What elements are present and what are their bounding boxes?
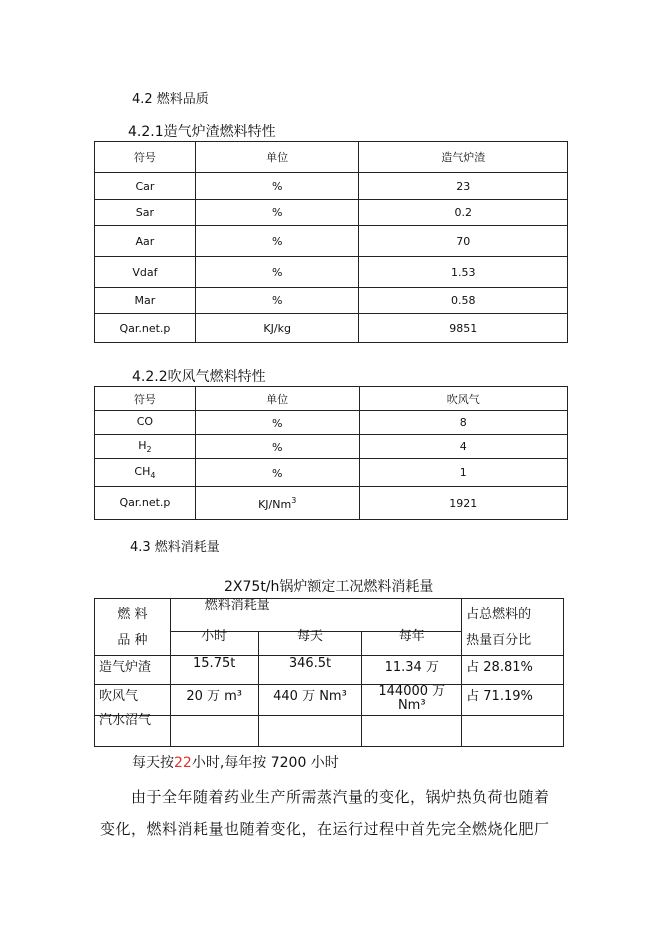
cell-symbol: Car	[95, 173, 196, 200]
table-header-row	[95, 387, 568, 411]
note-suffix: 小时,每年按 7200 小时	[191, 755, 339, 771]
header-consumption: 燃料消耗量	[170, 599, 461, 632]
cell-unit: %	[195, 435, 359, 459]
paragraph-line-1: 由于全年随着药业生产所需蒸汽量的变化，锅炉热负荷也随着	[131, 788, 550, 806]
blow-gas-table	[94, 386, 568, 520]
table-row	[95, 200, 568, 226]
cell-unit: %	[195, 411, 359, 435]
cell-percent	[462, 716, 564, 747]
cell-value: 9851	[359, 314, 568, 343]
cell-symbol: Mar	[95, 288, 196, 314]
cell-value: 1.53	[359, 257, 568, 288]
table-row	[95, 435, 568, 459]
cell-value: 0.2	[359, 200, 568, 226]
cell-symbol: $CH_4$	[95, 459, 196, 487]
consumption-table-title: 2X75t/h锅炉额定工况燃料消耗量	[224, 579, 434, 595]
table-row	[95, 459, 568, 487]
fuel-consumption-table	[94, 598, 564, 747]
table-row	[95, 656, 564, 685]
cell-unit: KJ/Nm$^3$	[195, 487, 359, 520]
cell-percent: 占 71.19%	[462, 685, 564, 716]
cell-hour: 15.75t	[170, 656, 258, 685]
header-slag: 造气炉渣	[359, 142, 568, 173]
cell-day	[258, 716, 362, 747]
table-header-row	[95, 599, 564, 632]
cell-fuel: 吹风气	[95, 685, 171, 716]
table-header-row	[95, 142, 568, 173]
header-heat-percent: 占总燃料的 热量百分比	[462, 599, 564, 656]
cell-unit: %	[195, 173, 359, 200]
cell-day: 346.5t	[258, 656, 362, 685]
header-fuel: 燃 料 品 种	[95, 599, 171, 656]
section-4-2-heading: 4.2 燃料品质	[132, 92, 209, 107]
cell-value: 23	[359, 173, 568, 200]
header-unit: 单位	[195, 387, 359, 411]
table-row	[95, 314, 568, 343]
cell-symbol: Aar	[95, 226, 196, 257]
cell-year	[362, 716, 462, 747]
cell-symbol: Vdaf	[95, 257, 196, 288]
cell-fuel: 造气炉渣	[95, 656, 171, 685]
cell-unit: %	[195, 226, 359, 257]
cell-unit: %	[195, 459, 359, 487]
cell-hour: 20 万 m³	[170, 685, 258, 716]
header-blow-gas: 吹风气	[359, 387, 568, 411]
section-4-3-heading: 4.3 燃料消耗量	[130, 540, 220, 555]
header-symbol: 符号	[95, 142, 196, 173]
cell-unit: %	[195, 257, 359, 288]
table-row	[95, 288, 568, 314]
table-row	[95, 685, 564, 716]
header-unit: 单位	[195, 142, 359, 173]
cell-day: 440 万 Nm³	[258, 685, 362, 716]
cell-symbol: Qar.net.p	[95, 314, 196, 343]
header-hour: 小时	[170, 632, 258, 656]
cell-year: 11.34 万	[362, 656, 462, 685]
table-row	[95, 173, 568, 200]
note-prefix: 每天按	[132, 755, 174, 771]
header-day: 每天	[258, 632, 362, 656]
section-4-2-1-heading: 4.2.1造气炉渣燃料特性	[128, 124, 276, 140]
cell-symbol: Qar.net.p	[95, 487, 196, 520]
operating-hours-note	[132, 752, 339, 772]
cell-value: 70	[359, 226, 568, 257]
section-4-2-2-heading: 4.2.2吹风气燃料特性	[132, 369, 266, 385]
table-row	[95, 716, 564, 747]
cell-value: 4	[359, 435, 568, 459]
cell-unit: %	[195, 200, 359, 226]
header-year: 每年	[362, 632, 462, 656]
cell-value: 1921	[359, 487, 568, 520]
paragraph-line-2: 变化，燃料消耗量也随着变化，在运行过程中首先完全燃烧化肥厂	[100, 820, 550, 838]
table-row	[95, 226, 568, 257]
hours-per-day: 22	[174, 755, 192, 771]
slag-fuel-table	[94, 141, 568, 343]
cell-unit: KJ/kg	[195, 314, 359, 343]
cell-hour	[170, 716, 258, 747]
cell-fuel: 汽水沼气	[95, 716, 171, 747]
cell-symbol: CO	[95, 411, 196, 435]
cell-percent: 占 28.81%	[462, 656, 564, 685]
cell-year: 144000 万 Nm³	[362, 685, 462, 716]
cell-value: 1	[359, 459, 568, 487]
cell-value: 0.58	[359, 288, 568, 314]
cell-value: 8	[359, 411, 568, 435]
table-row	[95, 257, 568, 288]
table-row	[95, 487, 568, 520]
header-symbol: 符号	[95, 387, 196, 411]
cell-symbol: Sar	[95, 200, 196, 226]
cell-symbol: $H_2$	[95, 435, 196, 459]
cell-unit: %	[195, 288, 359, 314]
table-row	[95, 411, 568, 435]
